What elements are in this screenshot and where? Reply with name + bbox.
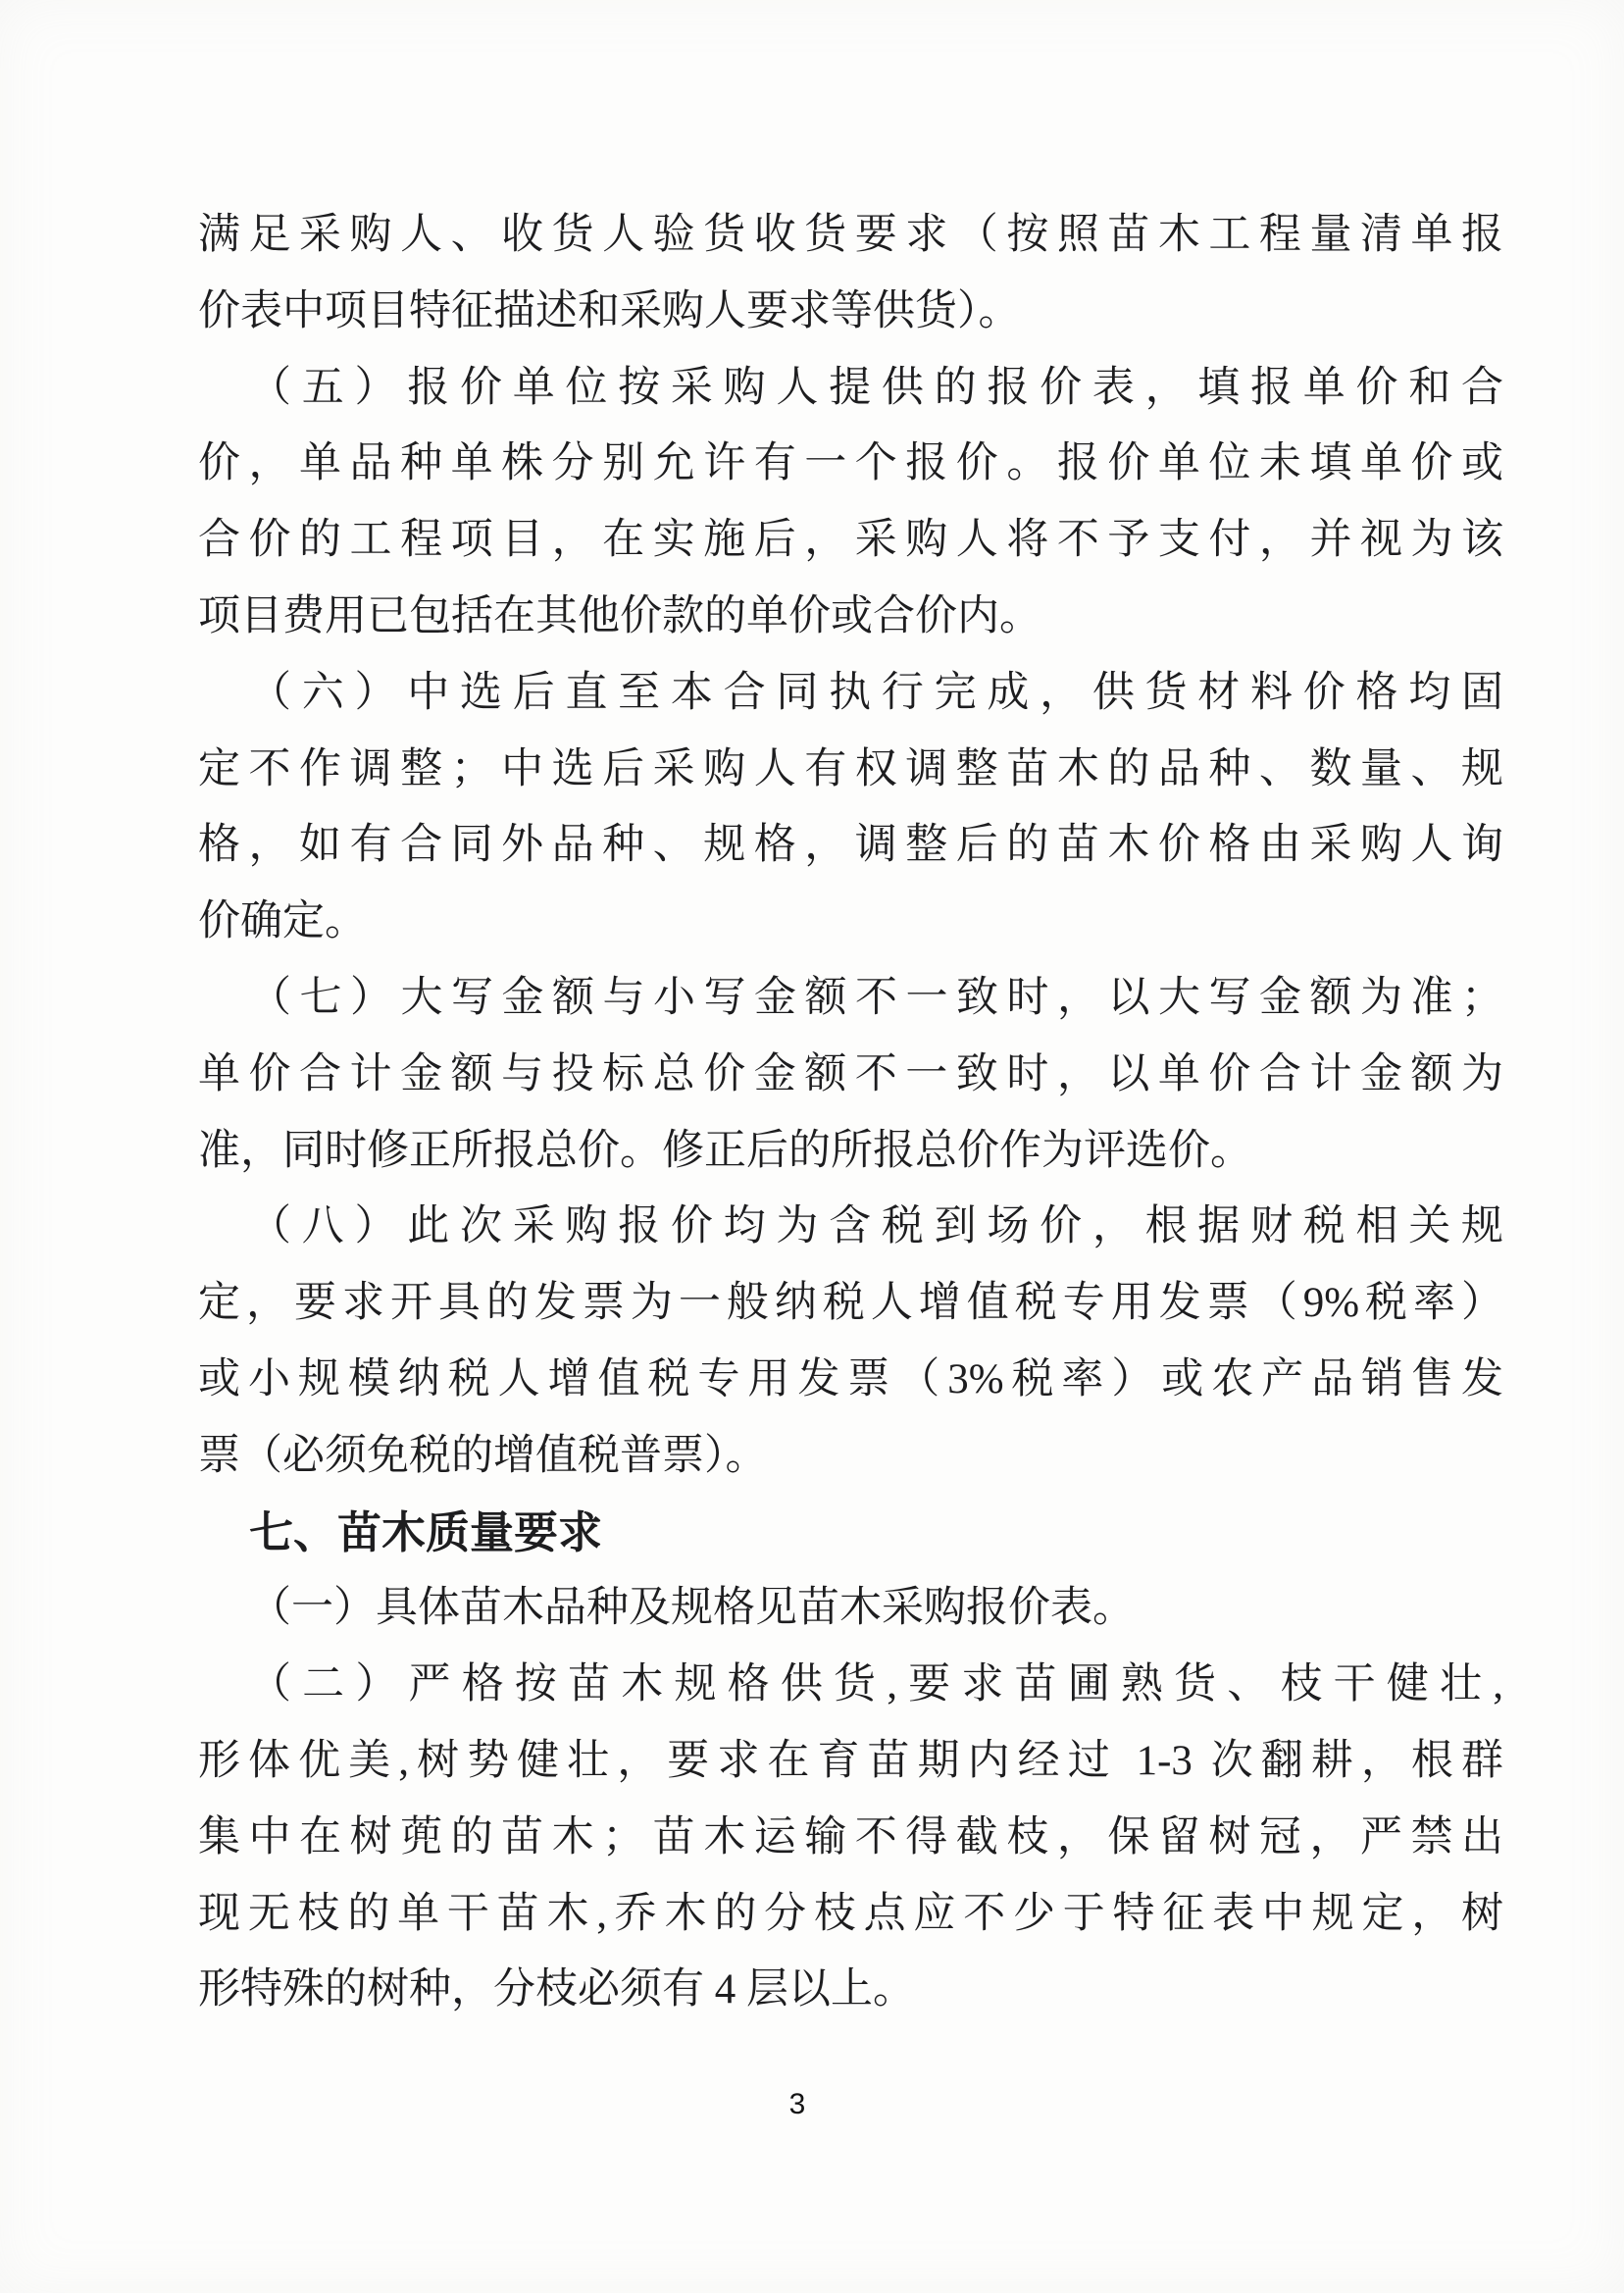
text-line: 形体优美,树势健壮，要求在育苗期内经过 1-3 次翻耕，根群 <box>198 1737 1503 1784</box>
text-line: 价确定。 <box>198 898 367 945</box>
text-line: 现无枝的单干苗木,乔木的分枝点应不少于特征表中规定，树 <box>198 1890 1503 1937</box>
text-line: （一）具体苗木品种及规格见苗木采购报价表。 <box>249 1585 1135 1632</box>
text-line: （八）此次采购报价均为含税到场价，根据财税相关规 <box>249 1203 1503 1250</box>
section-heading: 七、苗木质量要求 <box>249 1506 603 1557</box>
text-line: （六）中选后直至本合同执行完成，供货材料价格均固 <box>249 669 1503 716</box>
text-line: 项目费用已包括在其他价款的单价或合价内。 <box>198 592 1041 639</box>
text-line: 或小规模纳税人增值税专用发票（3%税率）或农产品销售发 <box>198 1355 1503 1402</box>
text-line: 合价的工程项目，在实施后，采购人将不予支付，并视为该 <box>198 517 1503 564</box>
text-line: 集中在树蔸的苗木；苗木运输不得截枝，保留树冠，严禁出 <box>198 1813 1503 1860</box>
text-line: （七）大写金额与小写金额不一致时，以大写金额为准； <box>249 974 1503 1021</box>
text-line: 单价合计金额与投标总价金额不一致时，以单价合计金额为 <box>198 1050 1503 1097</box>
text-line: 票（必须免税的增值税普票）。 <box>198 1432 768 1479</box>
text-line: 形特殊的树种，分枝必须有 4 层以上。 <box>198 1966 915 2013</box>
text-line: 定，要求开具的发票为一般纳税人增值税专用发票（9%税率） <box>198 1280 1503 1327</box>
text-line: 格，如有合同外品种、规格，调整后的苗木价格由采购人询 <box>198 822 1503 869</box>
text-line: 满足采购人、收货人验货收货要求（按照苗木工程量清单报 <box>198 212 1503 258</box>
text-line: 价表中项目特征描述和采购人要求等供货）。 <box>198 287 1021 334</box>
page-number: 3 <box>788 2088 806 2120</box>
text-line: （二）严格按苗木规格供货,要求苗圃熟货、枝干健壮, <box>249 1661 1503 1708</box>
text-line: （五）报价单位按采购人提供的报价表，填报单价和合 <box>249 364 1503 411</box>
text-block <box>198 197 1503 2028</box>
text-line: 定不作调整；中选后采购人有权调整苗木的品种、数量、规 <box>198 745 1503 792</box>
text-line: 价，单品种单株分别允许有一个报价。报价单位未填单价或 <box>198 440 1503 487</box>
text-line: 准，同时修正所报总价。修正后的所报总价作为评选价。 <box>198 1127 1252 1174</box>
